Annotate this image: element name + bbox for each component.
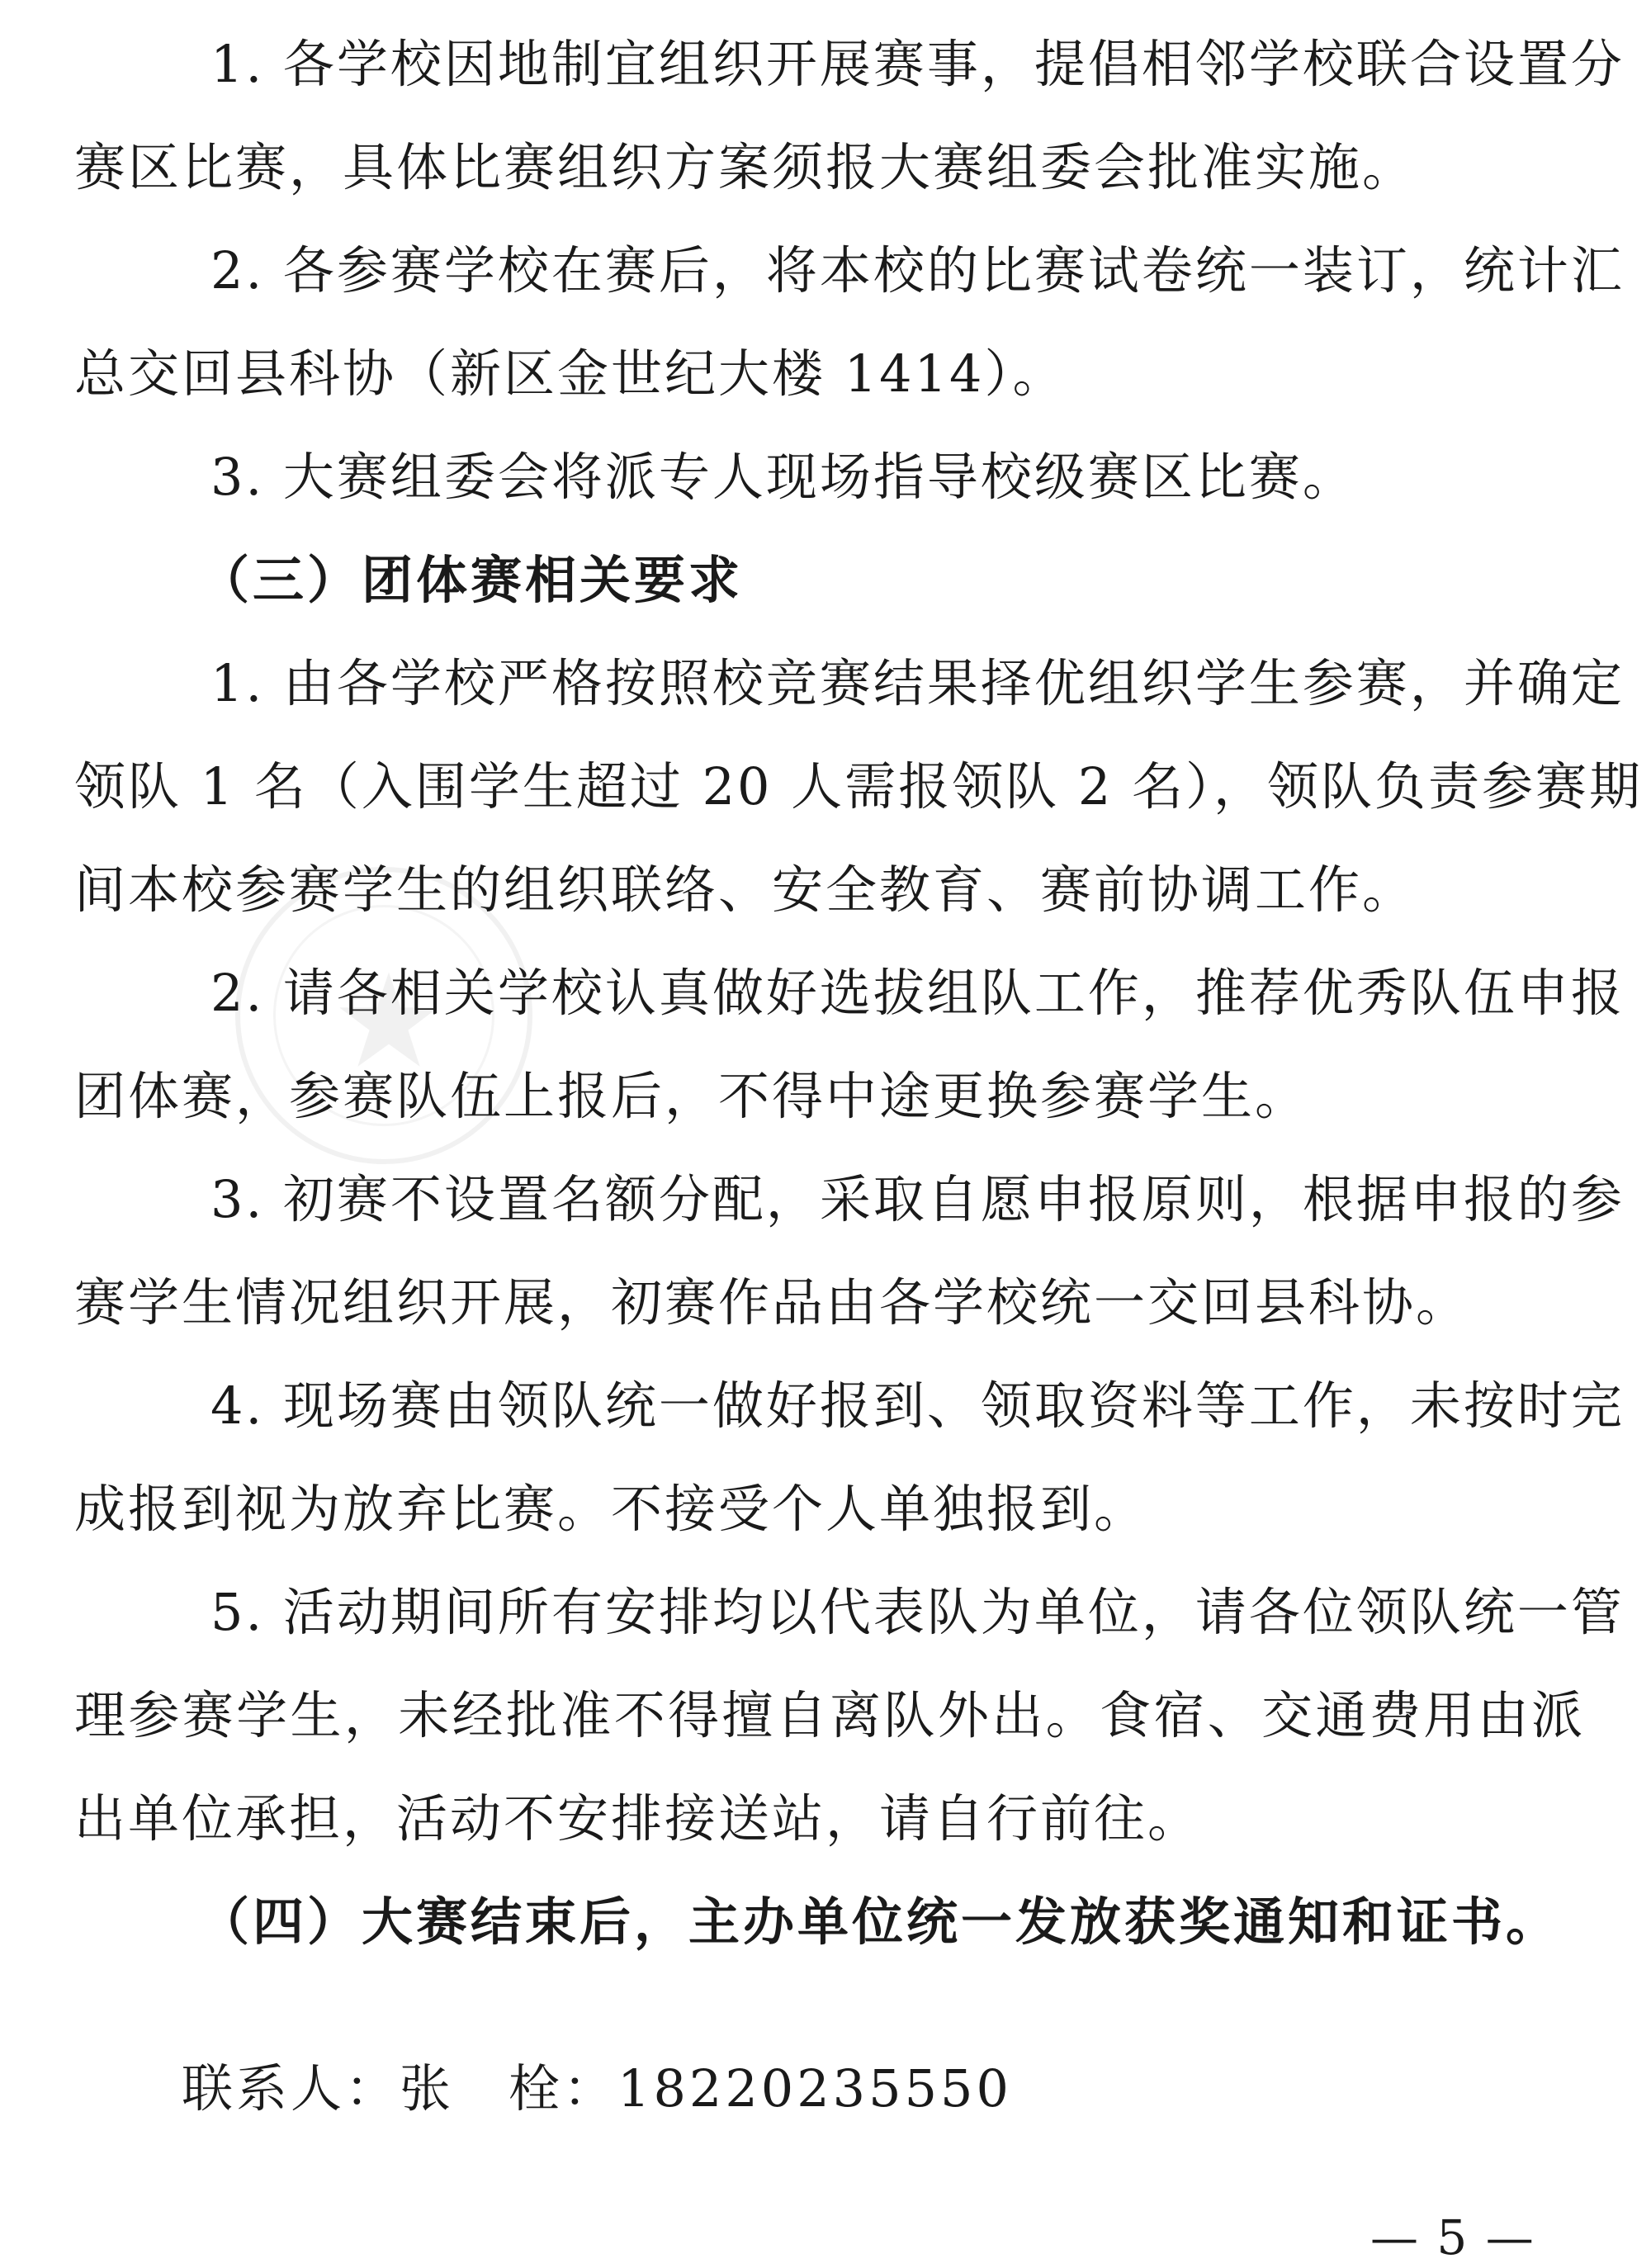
paragraph-line: 领队 1 名（入围学生超过 20 人需报领队 2 名），领队负责参赛期 <box>74 756 1644 817</box>
paragraph-line: 3. 初赛不设置名额分配，采取自愿申报原则，根据申报的参 <box>211 1169 1625 1229</box>
section-heading: （三）团体赛相关要求 <box>198 550 744 610</box>
paragraph-line: 赛学生情况组织开展，初赛作品由各学校统一交回县科协。 <box>74 1272 1470 1333</box>
paragraph-line: 成报到视为放弃比赛。不接受个人单独报到。 <box>74 1479 1148 1539</box>
page-number: — 5 — <box>1370 2209 1535 2266</box>
paragraph-line: 出单位承担，活动不安排接送站，请自行前往。 <box>74 1788 1202 1849</box>
paragraph-line: 2. 请各相关学校认真做好选拔组队工作，推荐优秀队伍申报 <box>211 963 1625 1023</box>
paragraph-line: 1. 各学校因地制宜组织开展赛事，提倡相邻学校联合设置分 <box>211 34 1625 94</box>
paragraph-line: 间本校参赛学生的组织联络、安全教育、赛前协调工作。 <box>74 859 1417 920</box>
paragraph-line: 团体赛，参赛队伍上报后，不得中途更换参赛学生。 <box>74 1066 1309 1126</box>
paragraph-line: 总交回县科协（新区金世纪大楼 1414）。 <box>74 343 1067 404</box>
paragraph-line: 理参赛学生，未经批准不得擅自离队外出。食宿、交通费用由派 <box>74 1685 1585 1745</box>
paragraph-line: 2. 各参赛学校在赛后，将本校的比赛试卷统一装订，统计汇 <box>211 240 1625 301</box>
paragraph-line: 赛区比赛，具体比赛组织方案须报大赛组委会批准实施。 <box>74 137 1417 197</box>
paragraph-line: 4. 现场赛由领队统一做好报到、领取资料等工作，未按时完 <box>211 1375 1625 1436</box>
contact-info: 联系人：张 栓：18220235550 <box>182 2058 1012 2119</box>
paragraph-line: 3. 大赛组委会将派专人现场指导校级赛区比赛。 <box>211 447 1356 507</box>
section-heading: （四）大赛结束后，主办单位统一发放获奖通知和证书。 <box>198 1892 1561 1952</box>
paragraph-line: 5. 活动期间所有安排均以代表队为单位，请各位领队统一管 <box>211 1582 1625 1642</box>
paragraph-line: 1. 由各学校严格按照校竞赛结果择优组织学生参赛，并确定 <box>211 653 1625 713</box>
